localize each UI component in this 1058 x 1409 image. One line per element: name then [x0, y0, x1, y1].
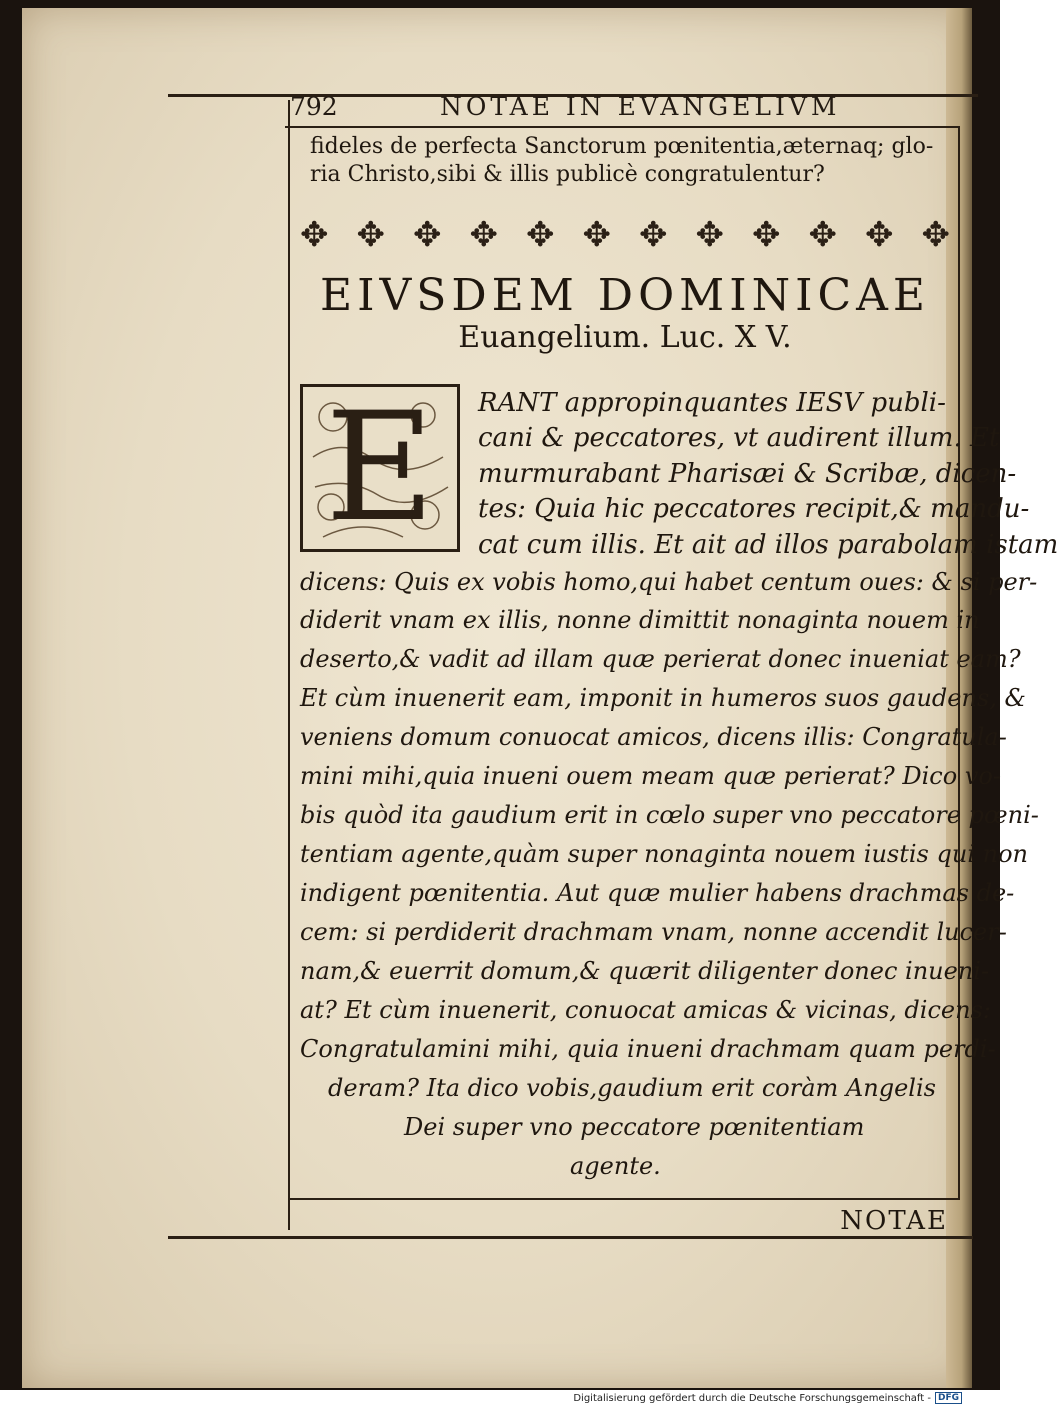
body-line: veniens domum conuocat amicos, dicens illis: Congratula-: [300, 723, 1007, 751]
lower-rule: [168, 1236, 973, 1239]
fleuron-ornament: ✥: [752, 215, 781, 255]
digitization-credit: [573, 1392, 962, 1404]
body-line: diderit vnam ex illis, nonne dimittit nonaginta nouem in: [300, 606, 980, 634]
catchword: NOTAE: [840, 1206, 948, 1236]
fleuron-ornament: ✥: [469, 215, 498, 255]
fleuron-ornament: ✥: [300, 215, 329, 255]
running-title: NOTAE IN EVANGELIVM: [440, 92, 841, 121]
fleuron-ornament: ✥: [865, 215, 894, 255]
body-line: cem: si perdiderit drachmam vnam, nonne accendit lucer-: [300, 918, 1007, 946]
fleuron-ornament: ✥: [526, 215, 555, 255]
section-title: EIVSDEM DOMINICAE: [319, 270, 931, 321]
body-line: dicens: Quis ex vobis homo,qui habet centum oues: & si per-: [300, 568, 1038, 596]
body-line: cani & peccatores, vt audirent illum. Et: [478, 423, 1000, 453]
fleuron-ornament: ✥: [356, 215, 385, 255]
body-line: agente.: [570, 1152, 661, 1180]
fleuron-ornament: ✥: [921, 215, 950, 255]
fleuron-ornament: ✥: [639, 215, 668, 255]
body-line: deserto,& vadit ad illam quæ perierat donec inueniat eam?: [300, 645, 1021, 673]
fleuron-ornament: ✥: [582, 215, 611, 255]
body-line: bis quòd ita gaudium erit in cœlo super vno peccatore pœni-: [300, 801, 1039, 829]
body-line: nam,& euerrit domum,& quærit diligenter donec inueni-: [300, 957, 990, 985]
body-line: deram? Ita dico vobis,gaudium erit coràm Angelis: [328, 1074, 936, 1102]
running-header: [290, 88, 970, 128]
body-line: Dei super vno peccatore pœnitentiam: [404, 1113, 865, 1141]
body-line: murmurabant Pharisæi & Scribæ, dicen-: [478, 459, 1017, 489]
fleuron-ornament: ✥: [808, 215, 837, 255]
credit-text: Digitalisierung gefördert durch die Deutsche Forschungsgemeinschaft -: [573, 1392, 931, 1404]
section-subtitle: Euangelium. Luc. X V.: [458, 320, 792, 355]
initial-letter: E: [325, 381, 435, 555]
body-line: at? Et cùm inuenerit, conuocat amicas & vicinas, dicens:: [300, 996, 991, 1024]
body-line: mini mihi,quia inueni ouem meam quæ perierat? Dico vo-: [300, 762, 1001, 790]
continuation-line: ria Christo,sibi & illis publicè congratulentur?: [310, 162, 825, 187]
continuation-line: fideles de perfecta Sanctorum pœnitentia,æternaq; glo-: [310, 134, 934, 159]
bottom-rule: [288, 1198, 960, 1200]
page-number: 792: [290, 92, 338, 121]
dfg-logo: DFG: [935, 1392, 962, 1404]
body-line: Congratulamini mihi, quia inueni drachmam quam perdi-: [300, 1035, 996, 1063]
ornament-band: [300, 205, 950, 265]
body-line: tes: Quia hic peccatores recipit,& mandu-: [478, 494, 1030, 524]
decorated-initial: [300, 381, 460, 555]
body-line: tentiam agente,quàm super nonaginta nouem iustis qui non: [300, 840, 1028, 868]
left-frame-rule: [288, 100, 290, 1230]
body-line: cat cum illis. Et ait ad illos parabolam istam: [478, 530, 1058, 560]
body-line: Et cùm inuenerit eam, imponit in humeros suos gaudens, &: [300, 684, 1026, 712]
body-line: RANT appropinquantes IESV publi-: [478, 388, 946, 418]
fleuron-ornament: ✥: [413, 215, 442, 255]
fleuron-ornament: ✥: [695, 215, 724, 255]
body-line: indigent pœnitentia. Aut quæ mulier habens drachmas de-: [300, 879, 1015, 907]
